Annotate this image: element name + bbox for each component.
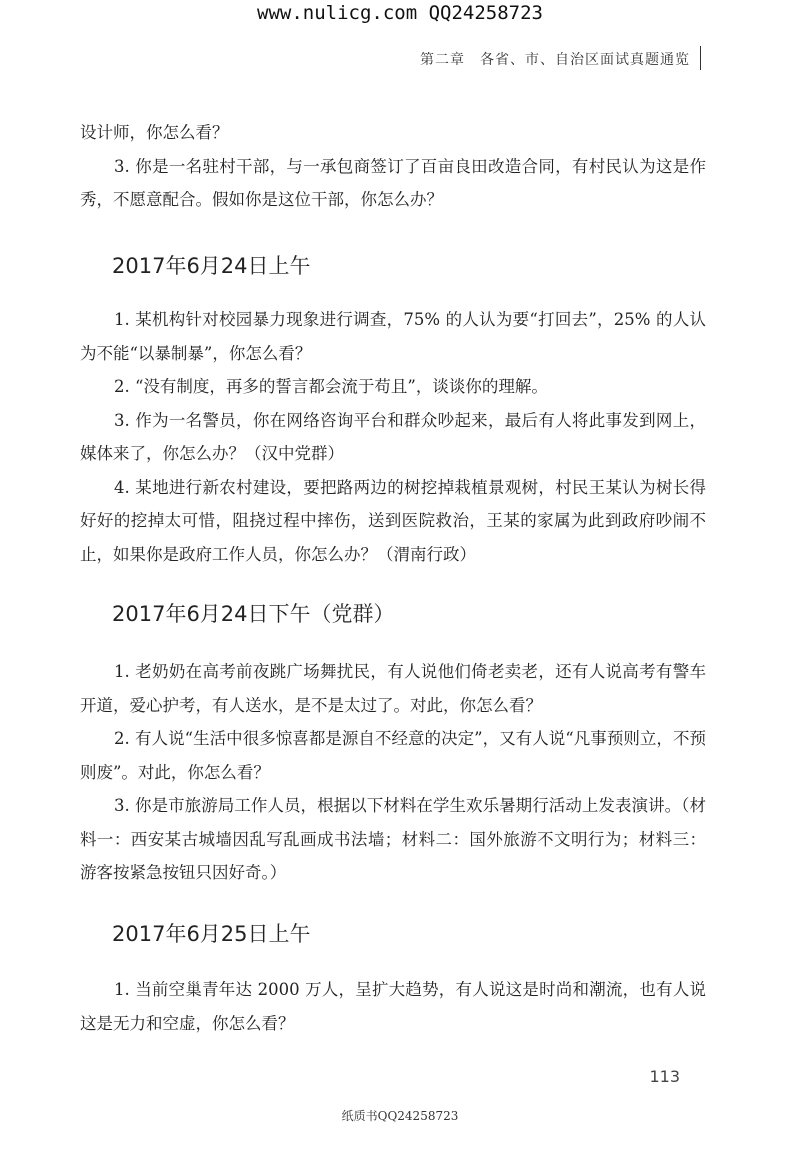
question: 2. “没有制度，再多的誓言都会流于苟且”，谈谈你的理解。 bbox=[114, 377, 548, 396]
question: 3. 作为一名警员，你在网络咨询平台和群众吵起来，最后有人将此事发到网上，媒体来了，你怎么办？（汉中党群） bbox=[80, 410, 706, 463]
paragraph: 3. 你是一名驻村干部，与一承包商签订了百亩良田改造合同，有村民认为这是作秀，不愿意配合。假如你是这位干部，你怎么办？ bbox=[80, 156, 706, 209]
continued-text bbox=[80, 116, 706, 217]
question-list bbox=[80, 973, 706, 1040]
section-heading: 2017年6月25日上午 bbox=[112, 922, 311, 946]
question: 3. 你是市旅游局工作人员，根据以下材料在学生欢乐暑期行活动上发表演讲。（材料一：西安某古城墙因乱写乱画成书法墙；材料二：国外旅游不文明行为；材料三：游客按紧急按钮只因好奇。） bbox=[80, 796, 706, 882]
page-number: 113 bbox=[649, 1067, 680, 1086]
running-header: 第二章 各省、市、自治区面试真题通览 bbox=[420, 52, 690, 68]
section-heading: 2017年6月24日上午 bbox=[112, 254, 311, 278]
section-heading: 2017年6月24日下午（党群） bbox=[112, 602, 395, 626]
header-divider bbox=[700, 46, 701, 70]
question: 1. 某机构针对校园暴力现象进行调查，75% 的人认为要“打回去”，25% 的人认为不能“以暴制暴”，你怎么看？ bbox=[80, 310, 706, 363]
question-list bbox=[80, 655, 706, 890]
question: 2. 有人说“生活中很多惊喜都是源自不经意的决定”，又有人说“凡事预则立，不预则废”。对此，你怎么看？ bbox=[80, 729, 706, 782]
paragraph: 设计师，你怎么看？ bbox=[80, 123, 229, 142]
question: 1. 当前空巢青年达 2000 万人，呈扩大趋势，有人说这是时尚和潮流，也有人说这是无力和空虚，你怎么看？ bbox=[80, 980, 706, 1033]
watermark: www.nulicg.com QQ24258723 bbox=[257, 2, 543, 24]
question: 4. 某地进行新农村建设，要把路两边的树挖掉栽植景观树，村民王某认为树长得好好的挖掉太可惜，阻挠过程中摔伤，送到医院救治，王某的家属为此到政府吵闹不止，如果你是政府工作人员，你怎么办？（渭南行政） bbox=[80, 477, 706, 564]
question: 1. 老奶奶在高考前夜跳广场舞扰民，有人说他们倚老卖老，还有人说高考有警车开道，爱心护考，有人送水，是不是太过了。对此，你怎么看？ bbox=[80, 662, 706, 715]
question-list bbox=[80, 303, 706, 571]
footer-watermark: 纸质书QQ24258723 bbox=[341, 1109, 459, 1123]
